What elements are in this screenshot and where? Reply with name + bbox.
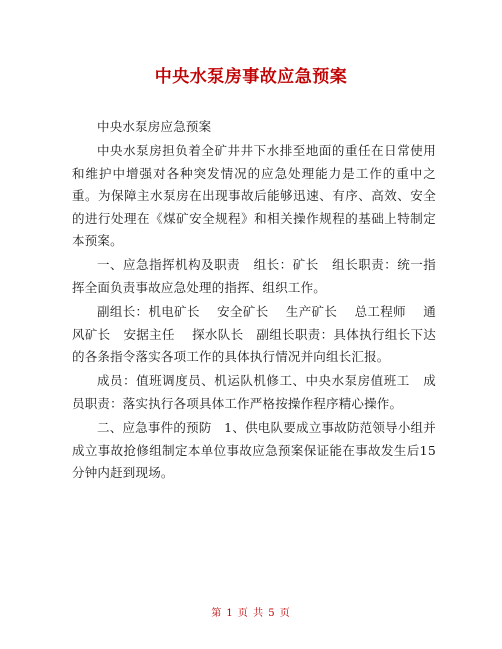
page-number-footer: 第 1 页 共 5 页 [211, 608, 291, 619]
paragraph-deputy-leaders: 副组长：机电矿长 安全矿长 生产矿长 总工程师 通风矿长 安据主任 探水队长 副组长职责：具体执行组长下达的各条指令落实各项工作的具体执行情况并向组长汇报。 [72, 304, 436, 365]
paragraph-subtitle: 中央水泵房应急预案 [97, 119, 212, 134]
document-body [72, 116, 441, 485]
paragraph-command-structure: 一、应急指挥机构及职责 组长：矿长 组长职责：统一指挥全面负责事故应急处理的指挥、组织工作。 [72, 257, 436, 295]
paragraph-prevention: 二、应急事件的预防 1、供电队要成立事故防范领导小组并成立事故抢修组制定本单位事故应急预案保证能在事故发生后15 分钟内赶到现场。 [72, 420, 441, 481]
paragraph-intro: 中央水泵房担负着全矿井井下水排至地面的重任在日常使用和维护中增强对各种突发情况的应急处理能力是工作的重中之重。为保障主水泵房在出现事故后能够迅速、有序、高效、安全的进行处理在《煤矿安全规程》和相关操作规程的基础上特制定本预案。 [72, 143, 436, 249]
paragraph-members: 成员：值班调度员、机运队机修工、中央水泵房值班工 成员职责：落实执行各项具体工作严格按操作程序精心操作。 [72, 373, 436, 411]
document-title: 中央水泵房事故应急预案 [154, 67, 348, 87]
